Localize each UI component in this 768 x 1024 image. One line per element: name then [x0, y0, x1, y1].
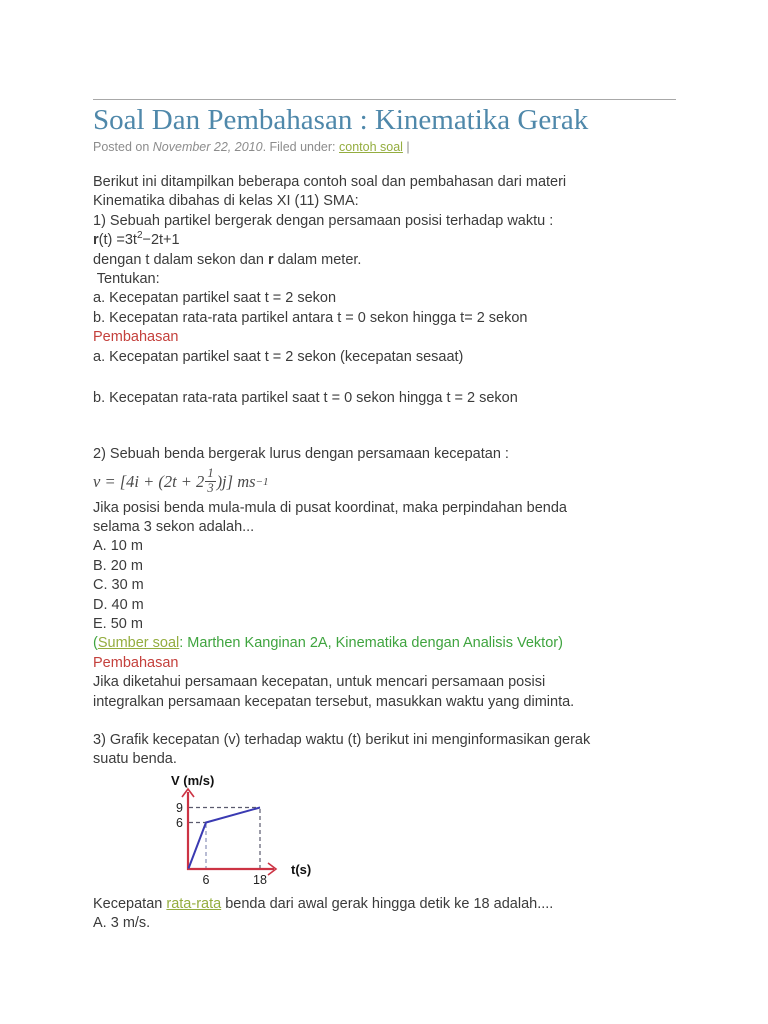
option-a	[93, 537, 676, 556]
text-line	[93, 499, 676, 518]
spacer	[93, 367, 676, 389]
text-run: dengan t dalam sekon dan	[93, 251, 268, 268]
x-axis-label: t(s)	[291, 861, 312, 877]
text-run: E. 50 m	[93, 616, 143, 633]
text-run: : Marthen Kanginan 2A, Kinematika dengan Analisis Vektor)	[179, 635, 563, 652]
text-run: A. 3 m/s.	[93, 915, 151, 932]
text-run: selama 3 sekon adalah...	[93, 519, 255, 536]
post-content	[93, 0, 676, 934]
fraction-denominator: 3	[207, 481, 214, 496]
text-run: 3) Grafik kecepatan (v) terhadap waktu (t) berikut ini menginformasikan gerak	[93, 731, 591, 748]
article-flow-2	[93, 499, 676, 770]
y-axis-label: V (m/s)	[171, 772, 215, 788]
fraction-numerator: 1	[207, 466, 214, 481]
text-line	[93, 251, 676, 270]
top-divider	[93, 99, 676, 100]
velocity-time-graph	[145, 770, 350, 890]
text-run: b. Kecepatan rata-rata partikel antara t = 0 sekon hingga t= 2 sekon	[93, 309, 528, 326]
text-run: benda dari awal gerak hingga detik ke 18 adalah....	[221, 895, 554, 912]
option-b	[93, 557, 676, 576]
option-e	[93, 615, 676, 634]
text-run: D. 40 m	[93, 596, 144, 613]
text-line	[93, 309, 676, 328]
text-run: −2t+1	[142, 232, 180, 249]
spacer	[93, 408, 676, 445]
y-tick-6: 6	[176, 815, 183, 830]
option-d	[93, 596, 676, 615]
text-run: b. Kecepatan rata-rata partikel saat t = 0 sekon hingga t = 2 sekon	[93, 389, 518, 406]
velocity-equation: v = [4i + (2t + 2 $\frac{1}{3}$ )j] ms −1	[93, 466, 269, 496]
article-body	[93, 173, 676, 934]
article-flow-3	[93, 895, 676, 934]
text-line	[93, 348, 676, 367]
text-run: 1) Sebuah partikel bergerak dengan persamaan posisi terhadap waktu :	[93, 212, 554, 229]
velocity-curve	[189, 807, 261, 868]
text-run: dalam meter.	[273, 251, 362, 268]
category-link[interactable]: contoh soal	[339, 140, 403, 154]
text-run: r	[267, 251, 274, 268]
text-line	[93, 731, 676, 750]
rata-rata-link[interactable]: rata-rata	[166, 895, 222, 912]
text-run: C. 30 m	[93, 577, 144, 594]
text-line	[93, 445, 676, 464]
text-run: integralkan persamaan kecepatan tersebut, masukkan waktu yang diminta.	[93, 693, 575, 710]
source-line	[93, 634, 676, 653]
sumber-soal-link[interactable]: Sumber soal	[97, 635, 180, 652]
text-run: A. 10 m	[93, 538, 143, 555]
text-line	[93, 212, 676, 231]
text-run: Pembahasan	[93, 329, 179, 346]
text-run: B. 20 m	[93, 557, 143, 574]
text-line	[93, 173, 676, 192]
text-run: 2	[136, 230, 143, 242]
text-run: a. Kecepatan partikel saat t = 2 sekon	[93, 290, 337, 307]
text-line	[93, 673, 676, 692]
text-line	[93, 270, 676, 289]
text-line	[93, 895, 676, 914]
option-c	[93, 576, 676, 595]
text-run: r	[93, 232, 99, 249]
equation-lead: v = [4i + (2t + 2	[93, 471, 205, 491]
text-line	[93, 750, 676, 769]
text-line	[93, 693, 676, 712]
text-line	[93, 192, 676, 211]
text-run: Berikut ini ditampilkan beberapa contoh soal dan pembahasan dari materi	[93, 174, 567, 190]
text-run: (t) =3t	[98, 232, 137, 249]
posted-on-label: Posted on	[93, 140, 153, 154]
text-run: Jika diketahui persamaan kecepatan, untuk mencari persamaan posisi	[93, 674, 546, 691]
text-run: suatu benda.	[93, 751, 177, 768]
fraction	[205, 467, 215, 496]
page-title: Soal Dan Pembahasan : Kinematika Gerak	[93, 104, 589, 136]
text-line	[93, 289, 676, 308]
text-run: (	[93, 635, 98, 652]
text-run: Kinematika dibahas di kelas XI (11) SMA:	[93, 193, 359, 210]
equation-tail: )j] ms	[216, 471, 256, 491]
text-run: 2) Sebuah benda bergerak lurus dengan persamaan kecepatan :	[93, 446, 509, 463]
pembahasan-heading	[93, 328, 676, 347]
text-run: Tentukan:	[93, 270, 160, 287]
y-tick-9: 9	[176, 800, 183, 815]
option-a	[93, 914, 676, 933]
spacer	[93, 712, 676, 731]
post-date: November 22, 2010	[152, 140, 263, 154]
article-flow-1	[93, 173, 676, 465]
text-run: Jika posisi benda mula-mula di pusat koordinat, maka perpindahan benda	[93, 499, 567, 516]
pembahasan-heading	[93, 654, 676, 673]
text-run: Pembahasan	[93, 654, 179, 671]
filed-under-label: . Filed under:	[262, 140, 339, 154]
x-tick-18: 18	[253, 872, 267, 887]
position-equation-line	[93, 231, 676, 250]
text-run: a. Kecepatan partikel saat t = 2 sekon (kecepatan sesaat)	[93, 348, 464, 365]
text-line	[93, 389, 676, 408]
post-meta	[93, 139, 676, 155]
text-run: Kecepatan	[93, 895, 167, 912]
x-tick-6: 6	[202, 872, 210, 887]
text-line	[93, 518, 676, 537]
meta-separator: |	[402, 140, 410, 154]
